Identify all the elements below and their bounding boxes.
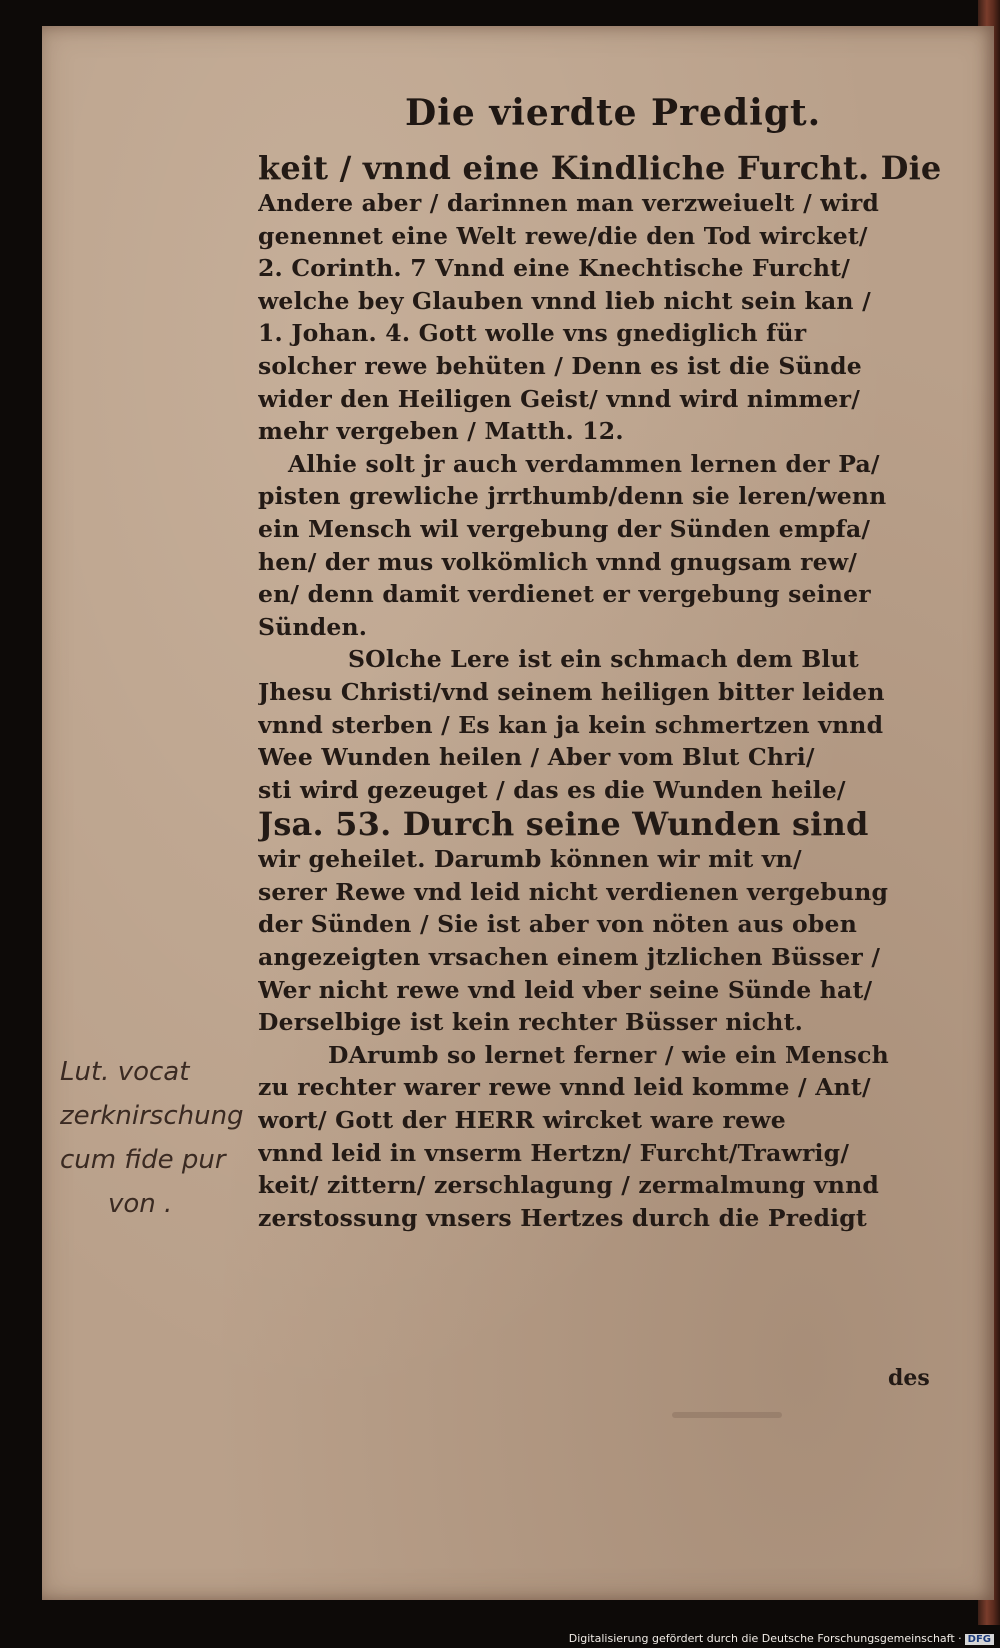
text-line: zu rechter warer rewe vnnd leid komme / Ant/	[258, 1073, 871, 1102]
ink-smudge	[672, 1412, 782, 1418]
text-line: keit/ zittern/ zerschlagung / zermalmung vnnd	[258, 1171, 879, 1200]
text-line: serer Rewe vnd leid nicht verdienen vergebung	[258, 877, 889, 906]
text-line: Jsa. 53. Durch seine Wunden sind	[258, 806, 869, 844]
text-line: welche bey Glauben vnnd lieb nicht sein kan /	[258, 286, 871, 315]
text-line: keit / vnnd eine Kindliche Furcht. Die	[258, 150, 942, 187]
text-line: solcher rewe behüten / Denn es ist die Sünde	[258, 351, 862, 380]
handwritten-margin-note	[60, 1050, 270, 1226]
text-line: 1. Johan. 4. Gott wolle vns gnediglich für	[258, 319, 807, 348]
text-line: pisten grewliche jrrthumb/denn sie leren/wenn	[258, 482, 887, 511]
text-line: vnnd sterben / Es kan ja kein schmertzen vnnd	[258, 710, 884, 739]
text-line: angezeigten vrsachen einem jtzlichen Büsser /	[258, 943, 881, 972]
text-line: Wee Wunden heilen / Aber vom Blut Chri/	[258, 743, 815, 772]
text-line: wir geheilet. Darumb können wir mit vn/	[258, 845, 802, 874]
text-line: SOlche Lere ist ein schmach dem Blut	[348, 645, 859, 674]
text-line: sti wird gezeuget / das es die Wunden heile/	[258, 775, 846, 804]
text-line: DArumb so lernet ferner / wie ein Mensch	[328, 1040, 889, 1069]
text-line: zerstossung vnsers Hertzes durch die Predigt	[258, 1203, 867, 1232]
dfg-logo: DFG	[965, 1634, 994, 1645]
text-line: mehr vergeben / Matth. 12.	[258, 417, 624, 446]
text-line: Sünden.	[258, 612, 368, 641]
text-line: Derselbige ist kein rechter Büsser nicht.	[258, 1008, 804, 1037]
digitization-footer	[569, 1632, 994, 1645]
text-line: Jhesu Christi/vnd seinem heiligen bitter leiden	[258, 677, 885, 706]
text-line: Andere aber / darinnen man verzweiuelt / wird	[258, 189, 880, 217]
text-line: Alhie solt jr auch verdammen lernen der Pa/	[288, 449, 880, 478]
text-line: der Sünden / Sie ist aber von nöten aus oben	[258, 910, 857, 939]
footer-credit: Digitalisierung gefördert durch die Deutsche Forschungsgemeinschaft ·	[568, 1632, 962, 1645]
body-text	[258, 150, 948, 1234]
catchword: des	[888, 1365, 930, 1391]
text-line: 2. Corinth. 7 Vnnd eine Knechtische Furcht/	[258, 254, 851, 283]
text-line: ein Mensch wil vergebung der Sünden empfa/	[258, 514, 871, 543]
text-line: genennet eine Welt rewe/die den Tod wircket/	[258, 221, 868, 250]
text-line: wider den Heiligen Geist/ vnnd wird nimmer/	[258, 384, 860, 413]
text-line: hen/ der mus volkömlich vnnd gnugsam rew/	[258, 547, 858, 576]
text-line: en/ denn damit verdienet er vergebung seiner	[258, 580, 871, 609]
margin-note-line: von .	[108, 1189, 173, 1219]
running-head: Die vierdte Predigt.	[405, 92, 822, 134]
margin-note-line: Lut. vocat	[60, 1057, 190, 1087]
text-line: Wer nicht rewe vnd leid vber seine Sünde hat/	[258, 975, 873, 1004]
text-line: vnnd leid in vnserm Hertzn/ Furcht/Trawrig/	[258, 1138, 850, 1167]
margin-note-line: cum fide pur	[60, 1145, 226, 1175]
text-line: wort/ Gott der HERR wircket ware rewe	[258, 1106, 786, 1135]
margin-note-line: zerknirschung	[60, 1101, 244, 1131]
